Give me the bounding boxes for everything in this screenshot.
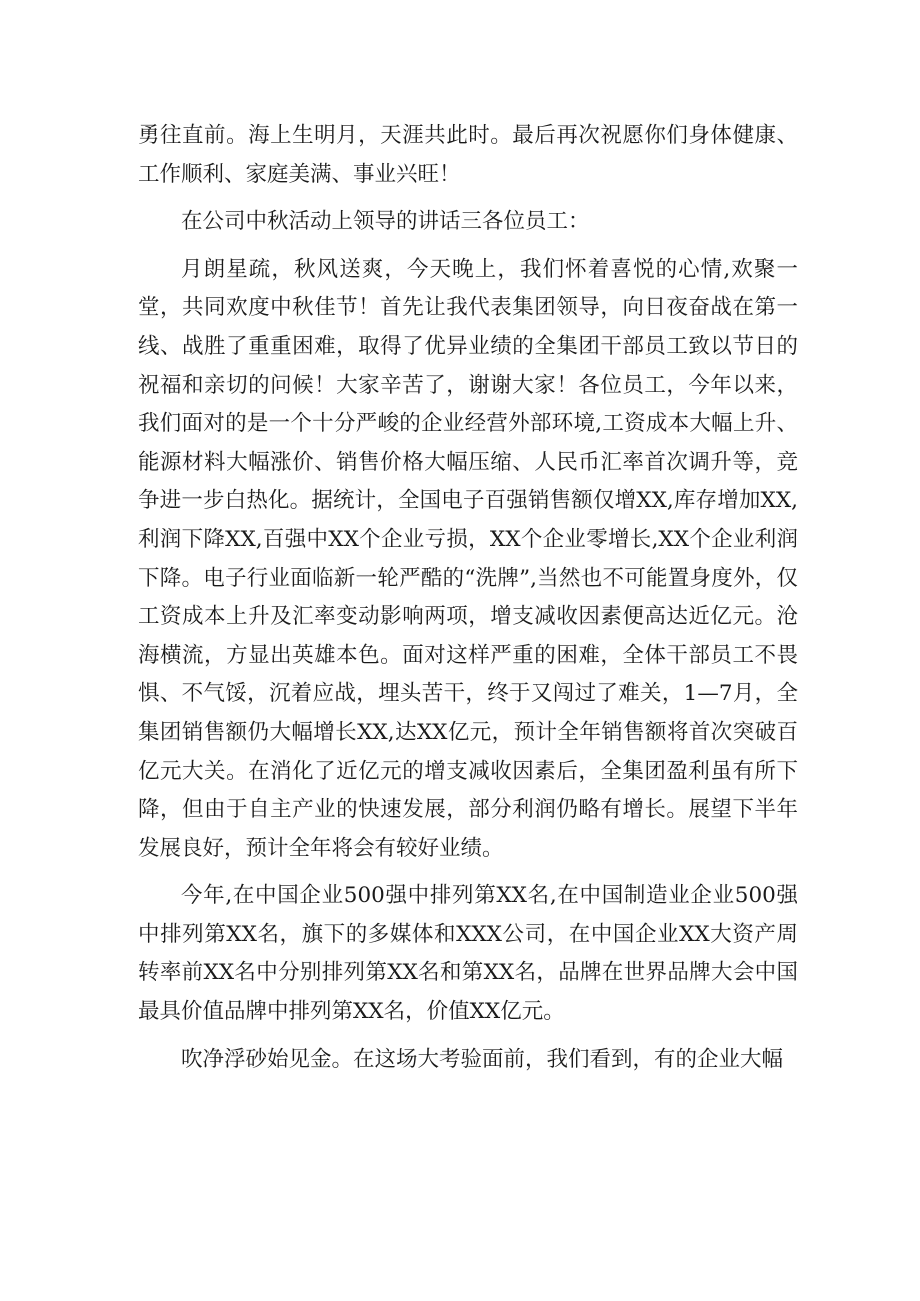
paragraph-rankings: 今年,在中国企业500强中排列第XX名,在中国制造业企业500强中排列第XX名，旗下的多媒体和XXX公司，在中国企业XX大资产周转率前XX名中分别排列第XX名和第XX名，品牌在世界品牌大会中国最具价值品牌中排列第XX名，价值XX亿元。 xyxy=(138,883,798,1025)
paragraph-trial-reflection: 吹净浮砂始见金。在这场大考验面前，我们看到，有的企业大幅 xyxy=(181,1046,784,1072)
paragraph-opening-remarks: 月朗星疏，秋风送爽，今天晚上，我们怀着喜悦的心情,欢聚一堂，共同欢度中秋佳节！首先让我代表集团领导，向日夜奋战在第一线、战胜了重重困难，取得了优异业绩的全集团干部员工致以节日的祝福和亲切的问候！大家辛苦了，谢谢大家！各位员工，今年以来，我们面对的是一个十分严峻的企业经营外部环境,工资成本大幅上升、能源材料大幅涨价、销售价格大幅压缩、人民币汇率首次调升等，竞争进一步白热化。据统计，全国电子百强销售额仅增XX,库存增加XX,利润下降XX,百强中XX个企业亏损，XX个企业零增长,XX个企业利润下降。电子行业面临新一轮严酷的“洗牌”,当然也不可能置身度外，仅工资成本上升及汇率变动影响两项，增支减收因素便高达近亿元。沧海横流，方显出英雄本色。面对这样严重的困难，全体干部员工不畏惧、不气馁，沉着应战，埋头苦干，终于又闯过了难关，1—7月，全集团销售额仍大幅增长XX,达XX亿元，预计全年销售额将首次突破百亿元大关。在消化了近亿元的增支减收因素后，全集团盈利虽有所下降，但由于自主产业的快速发展，部分利润仍略有增长。展望下半年发展良好，预计全年将会有较好业绩。 xyxy=(138,256,798,861)
paragraph-closing-wishes: 勇往直前。海上生明月，天涯共此时。最后再次祝愿你们身体健康、工作顺利、家庭美满、事业兴旺！ xyxy=(138,123,798,187)
document-body xyxy=(138,117,798,1088)
paragraph-speech-heading: 在公司中秋活动上领导的讲话三各位员工： xyxy=(181,209,590,235)
